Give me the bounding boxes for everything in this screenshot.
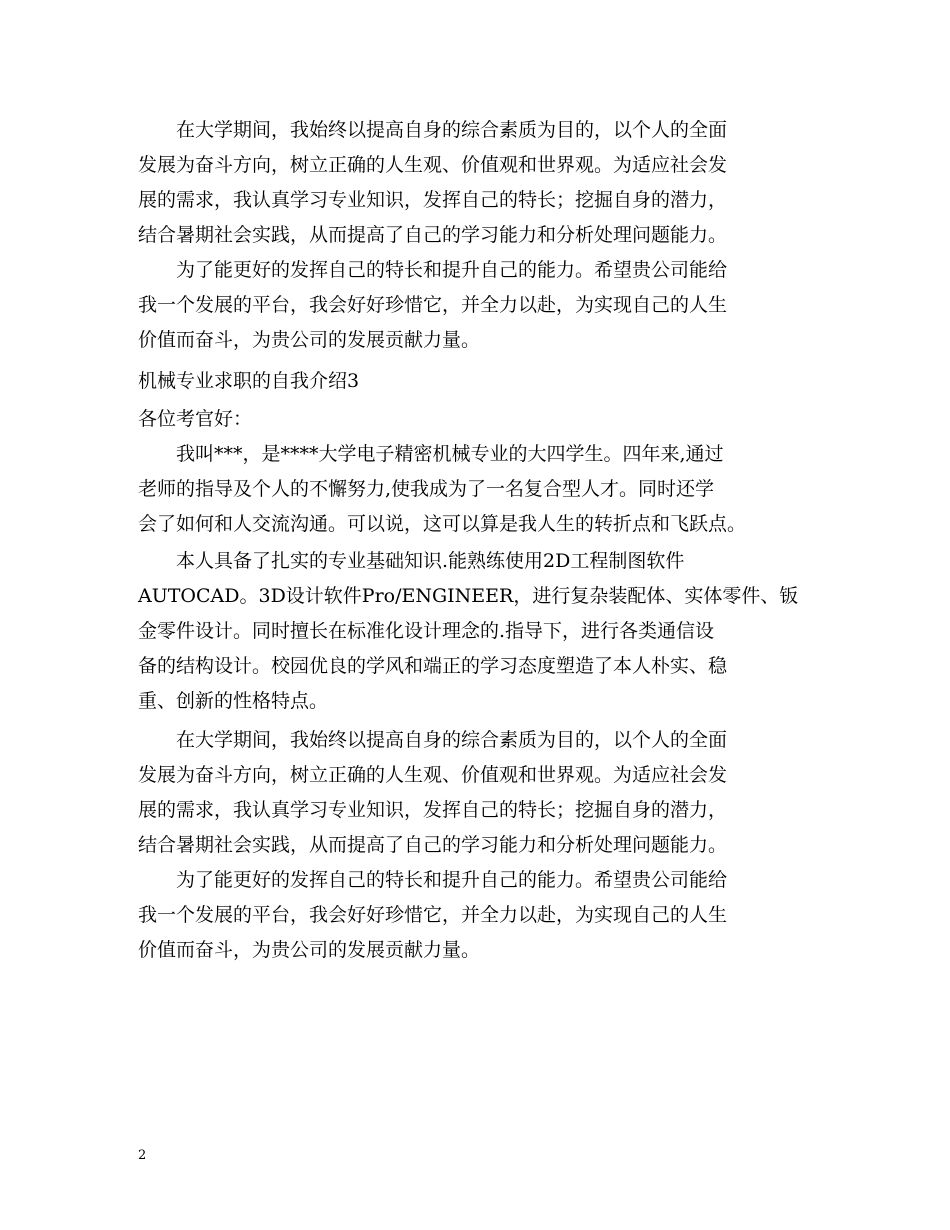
section-heading: 机械专业求职的自我介绍3 <box>138 370 360 392</box>
text-line: 展的需求，我认真学习专业知识，发挥自己的特长；挖掘自身的潜力， <box>138 799 728 821</box>
text-line: 金零件设计。同时擅长在标准化设计理念的.指导下，进行各类通信设 <box>138 620 715 642</box>
text-line: 备的结构设计。校园优良的学风和端正的学习态度塑造了本人朴实、稳 <box>138 655 728 677</box>
text-line: 本人具备了扎实的专业基础知识.能熟练使用2D工程制图软件 <box>138 550 685 572</box>
text-line: 我叫***，是****大学电子精密机械专业的大四学生。四年来,通过 <box>138 443 724 465</box>
text-line: 结合暑期社会实践，从而提高了自己的学习能力和分析处理问题能力。 <box>138 834 728 856</box>
text-line: 在大学期间，我始终以提高自身的综合素质为目的，以个人的全面 <box>138 119 728 141</box>
text-line: 价值而奋斗，为贵公司的发展贡献力量。 <box>138 329 481 351</box>
text-line: 发展为奋斗方向，树立正确的人生观、价值观和世界观。为适应社会发 <box>138 764 728 786</box>
page-number: 2 <box>138 1148 147 1163</box>
text-line: AUTOCAD。3D设计软件Pro/ENGINEER，进行复杂装配体、实体零件、钣 <box>138 585 799 607</box>
text-line: 为了能更好的发挥自己的特长和提升自己的能力。希望贵公司能给 <box>138 869 728 891</box>
text-line: 重、创新的性格特点。 <box>138 690 329 712</box>
text-line: 为了能更好的发挥自己的特长和提升自己的能力。希望贵公司能给 <box>138 259 728 281</box>
text-line: 发展为奋斗方向，树立正确的人生观、价值观和世界观。为适应社会发 <box>138 154 728 176</box>
text-line: 结合暑期社会实践，从而提高了自己的学习能力和分析处理问题能力。 <box>138 224 728 246</box>
text-line: 展的需求，我认真学习专业知识，发挥自己的特长；挖掘自身的潜力， <box>138 189 728 211</box>
text-line: 我一个发展的平台，我会好好珍惜它，并全力以赴，为实现自己的人生 <box>138 904 728 926</box>
text-line: 老师的指导及个人的不懈努力,使我成为了一名复合型人才。同时还学 <box>138 478 715 500</box>
text-line: 在大学期间，我始终以提高自身的综合素质为目的，以个人的全面 <box>138 729 728 751</box>
text-line: 价值而奋斗，为贵公司的发展贡献力量。 <box>138 939 481 961</box>
text-line: 会了如何和人交流沟通。可以说，这可以算是我人生的转折点和飞跃点。 <box>138 513 747 535</box>
salutation: 各位考官好： <box>138 408 253 430</box>
text-line: 我一个发展的平台，我会好好珍惜它，并全力以赴，为实现自己的人生 <box>138 294 728 316</box>
